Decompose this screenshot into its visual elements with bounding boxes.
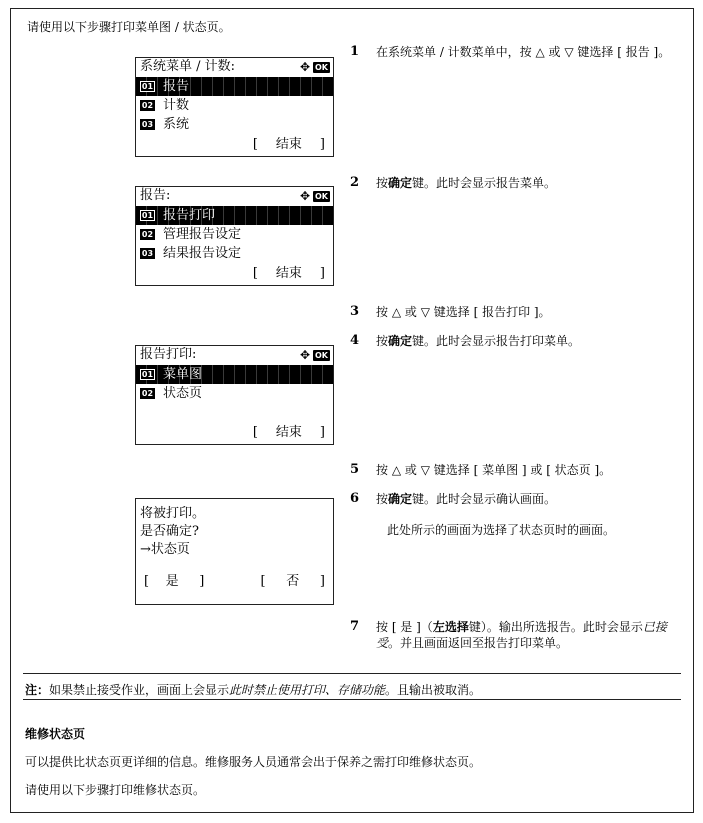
note-text: 如果禁止接受作业，画面上会显示 bbox=[49, 683, 230, 697]
ok-key-label: 确定 bbox=[388, 334, 413, 348]
up-arrow-icon: △ bbox=[535, 45, 545, 59]
step-text: 按 [ 是 ]（ bbox=[376, 620, 433, 634]
menu-item-system[interactable] bbox=[136, 115, 333, 134]
lcd-confirm bbox=[135, 498, 334, 605]
step-3 bbox=[350, 304, 680, 320]
lcd-footer bbox=[136, 263, 333, 285]
step-text: 键选择 [ 菜单图 ] 或 [ 状态页 ]。 bbox=[429, 463, 612, 477]
item-number: 03 bbox=[141, 120, 154, 129]
step-text: 按 bbox=[376, 492, 389, 506]
menu-item-status-page[interactable] bbox=[136, 384, 333, 403]
lcd-report-menu bbox=[135, 186, 334, 286]
lcd-title bbox=[136, 58, 333, 77]
step-6-note: 此处所示的画面为选择了状态页时的画面。 bbox=[387, 523, 616, 537]
step-number: 7 bbox=[350, 619, 360, 634]
step-text: 在系统菜单 / 计数菜单中，按 bbox=[376, 45, 536, 59]
note-text: 。且输出被取消。 bbox=[385, 683, 482, 697]
ok-key-label: 确定 bbox=[388, 176, 413, 190]
item-number: 02 bbox=[141, 101, 154, 110]
note-bottom-rule bbox=[23, 699, 681, 700]
step-text: 。并且画面返回至报告打印菜单。 bbox=[388, 636, 569, 650]
step-text: 键。此时会显示报告打印菜单。 bbox=[412, 334, 581, 348]
down-arrow-icon: ▽ bbox=[420, 463, 430, 477]
menu-item-label: 报告打印 bbox=[163, 207, 216, 223]
page-frame bbox=[10, 8, 694, 813]
note-top-rule bbox=[23, 673, 681, 674]
step-text: 键选择 [ 报告 ]。 bbox=[573, 45, 671, 59]
menu-item-label: 状态页 bbox=[163, 385, 203, 401]
step-1 bbox=[350, 44, 680, 60]
intro-text: 请使用以下步骤打印菜单图 / 状态页。 bbox=[27, 20, 231, 34]
step-number: 2 bbox=[350, 175, 360, 190]
down-arrow-icon: ▽ bbox=[564, 45, 574, 59]
menu-item-result-report[interactable] bbox=[136, 244, 333, 263]
up-arrow-icon: △ bbox=[391, 305, 402, 319]
item-number: 02 bbox=[141, 230, 154, 239]
dpad-icon: ✥ bbox=[299, 60, 310, 74]
menu-item-admin-report[interactable] bbox=[136, 225, 333, 244]
confirm-line-2: 是否确定? bbox=[140, 524, 199, 539]
step-number: 1 bbox=[350, 44, 360, 59]
note bbox=[25, 681, 481, 698]
end-label: 结束 bbox=[275, 425, 302, 440]
menu-item-report-print[interactable] bbox=[136, 206, 333, 225]
step-text: 按 bbox=[376, 176, 389, 190]
lcd-title bbox=[136, 187, 333, 206]
confirm-line-3: →状态页 bbox=[140, 542, 190, 557]
end-softkey[interactable]: [ 结束 ] bbox=[252, 266, 325, 281]
left-select-key-label: 左选择 bbox=[432, 620, 469, 634]
menu-item-label: 计数 bbox=[163, 97, 190, 113]
step-number: 5 bbox=[350, 462, 360, 477]
item-number: 03 bbox=[141, 249, 154, 258]
down-arrow-icon: ▽ bbox=[420, 305, 430, 319]
ok-icon: OK bbox=[315, 62, 328, 72]
dpad-icon: ✥ bbox=[299, 348, 310, 362]
lcd-title-text: 报告打印: bbox=[140, 347, 197, 362]
yes-softkey[interactable]: [ 是 ] bbox=[144, 574, 205, 589]
lcd-title bbox=[136, 346, 333, 365]
menu-item-report[interactable] bbox=[136, 77, 333, 96]
step-text: 按 bbox=[376, 334, 389, 348]
menu-item-menu-map[interactable] bbox=[136, 365, 333, 384]
step-6 bbox=[350, 491, 680, 507]
step-text: 键。此时会显示确认画面。 bbox=[412, 492, 557, 506]
confirm-line-1: 将被打印。 bbox=[140, 506, 206, 521]
menu-item-label: 结果报告设定 bbox=[163, 245, 242, 261]
step-number: 4 bbox=[350, 333, 360, 348]
lcd-title-text: 系统菜单 / 计数: bbox=[140, 59, 236, 74]
end-softkey[interactable]: [ 结束 ] bbox=[252, 137, 325, 152]
end-label: 结束 bbox=[275, 266, 302, 281]
step-5 bbox=[350, 462, 680, 478]
end-softkey[interactable]: [ 结束 ] bbox=[252, 425, 325, 440]
yes-label: 是 bbox=[165, 574, 179, 589]
step-number: 3 bbox=[350, 304, 360, 319]
menu-item-label: 报告 bbox=[163, 78, 190, 94]
section-title: 维修状态页 bbox=[25, 727, 86, 741]
up-arrow-icon: △ bbox=[391, 463, 402, 477]
no-softkey[interactable]: [ 否 ] bbox=[260, 574, 325, 589]
menu-item-label: 管理报告设定 bbox=[163, 226, 242, 242]
accepted-message: 已接受 bbox=[376, 620, 667, 650]
item-number: 01 bbox=[141, 211, 154, 220]
dpad-icon: ✥ bbox=[299, 189, 310, 203]
step-number: 6 bbox=[350, 491, 360, 506]
lcd-footer bbox=[136, 573, 333, 591]
menu-item-label: 菜单图 bbox=[163, 366, 203, 382]
note-label: 注： bbox=[25, 683, 50, 697]
lcd-report-print-menu bbox=[135, 345, 334, 445]
step-text: 键选择 [ 报告打印 ]。 bbox=[429, 305, 551, 319]
note-message: 此时禁止使用打印、存储功能 bbox=[229, 683, 386, 697]
step-text: 或 bbox=[401, 463, 421, 477]
empty-row bbox=[136, 403, 333, 422]
step-text: 按 bbox=[376, 463, 392, 477]
ok-icon: OK bbox=[315, 350, 328, 360]
item-number: 01 bbox=[141, 82, 154, 91]
menu-item-counter[interactable] bbox=[136, 96, 333, 115]
step-text: 按 bbox=[376, 305, 392, 319]
step-text: 或 bbox=[401, 305, 421, 319]
item-number: 02 bbox=[141, 389, 154, 398]
step-text: 键）。输出所选报告。此时会显示 bbox=[468, 620, 643, 634]
step-text: 键。此时会显示报告菜单。 bbox=[412, 176, 557, 190]
step-4 bbox=[350, 333, 680, 349]
lcd-system-menu bbox=[135, 57, 334, 157]
lcd-footer bbox=[136, 422, 333, 444]
step-2 bbox=[350, 175, 680, 191]
paragraph: 可以提供比状态页更详细的信息。维修服务人员通常会出于保养之需打印维修状态页。 bbox=[25, 755, 482, 769]
menu-item-label: 系统 bbox=[163, 116, 190, 132]
step-text: 或 bbox=[544, 45, 565, 59]
lcd-title-text: 报告: bbox=[140, 188, 171, 203]
no-label: 否 bbox=[286, 574, 300, 589]
lcd-footer bbox=[136, 134, 333, 156]
end-label: 结束 bbox=[275, 137, 302, 152]
item-number: 01 bbox=[141, 370, 154, 379]
ok-key-label: 确定 bbox=[388, 492, 413, 506]
paragraph: 请使用以下步骤打印维修状态页。 bbox=[25, 783, 206, 797]
ok-icon: OK bbox=[315, 191, 328, 201]
step-7 bbox=[350, 619, 680, 651]
